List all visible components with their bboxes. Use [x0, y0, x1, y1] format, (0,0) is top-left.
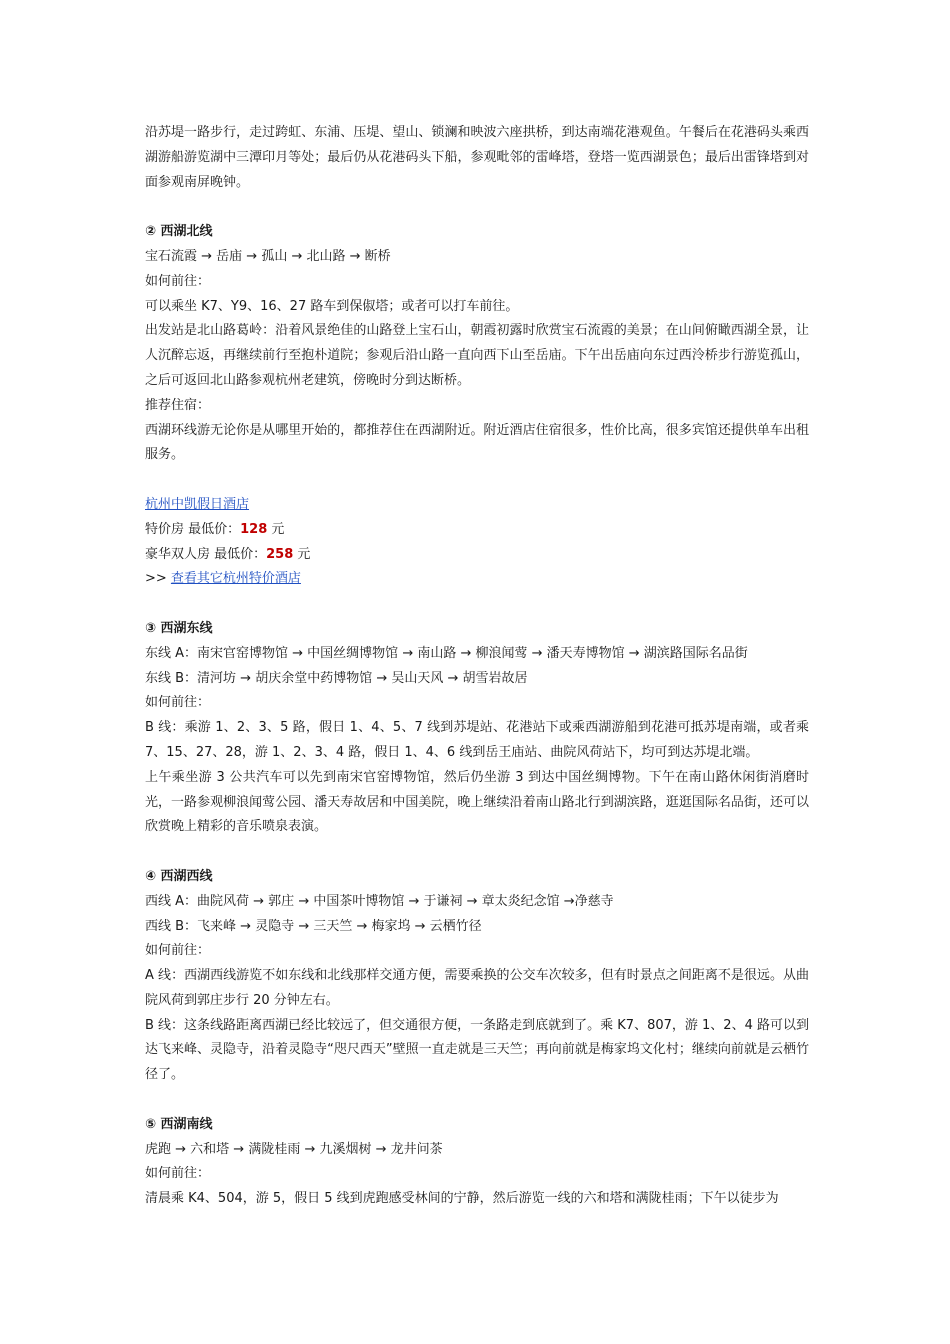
- room-2-unit: 元: [293, 546, 311, 562]
- room-2-price: 258: [266, 546, 294, 562]
- south-description: 清晨乘 K4、504，游 5，假日 5 线到虎跑感受林间的宁静，然后游览一线的六和塔和满陇桂雨；下午以徒步为: [145, 1191, 779, 1207]
- intro-paragraph: 沿苏堤一路步行，走过跨虹、东浦、压堤、望山、锁澜和映波六座拱桥，到达南端花港观鱼。午餐后在花港码头乘西湖游船游览湖中三潭印月等处；最后仍从花港码头下船，参观毗邻的雷峰塔，登塔一览西湖景色；最后出雷锋塔到对面参观南屏晚钟。: [145, 125, 809, 190]
- north-howto-label: 如何前往：: [145, 273, 211, 289]
- north-stay-text: 西湖环线游无论你是从哪里开始的，都推荐住在西湖附近。附近酒店住宿很多，性价比高，很多宾馆还提供单车出租服务。: [145, 422, 809, 463]
- spacer: [145, 592, 809, 617]
- west-line-heading: ④ 西湖西线: [145, 868, 213, 884]
- west-route-b: 西线 B：飞来峰 → 灵隐寺 → 三天竺 → 梅家坞 → 云栖竹径: [145, 918, 482, 934]
- south-howto-label: 如何前往：: [145, 1166, 211, 1182]
- hotel-room-1: [145, 518, 809, 543]
- hotel-block: [145, 493, 809, 518]
- more-hotels-prefix: >>: [145, 571, 171, 587]
- room-1-unit: 元: [267, 521, 285, 537]
- spacer: [145, 840, 809, 865]
- east-howto-label: 如何前往：: [145, 695, 211, 711]
- document-page: [145, 121, 809, 1212]
- south-line-heading: ⑤ 西湖南线: [145, 1116, 213, 1132]
- east-route-a: 东线 A：南宋官窑博物馆 → 中国丝绸博物馆 → 南山路 → 柳浪闻莺 → 潘天寿博物馆 → 湖滨路国际名品街: [145, 645, 748, 661]
- west-b-text: B 线：这条线路距离西湖已经比较远了，但交通很方便，一条路走到底就到了。乘 K7、807，游 1、2、4 路可以到达飞来峰、灵隐寺，沿着灵隐寺“咫尺西天”壁照一直走就是三天竺；再向前就是梅家坞文化村；继续向前就是云栖竹径了。: [145, 1017, 809, 1083]
- north-line-heading: ② 西湖北线: [145, 224, 213, 240]
- spacer: [145, 468, 809, 493]
- west-route-a: 西线 A：曲院风荷 → 郭庄 → 中国茶叶博物馆 → 于谦祠 → 章太炎纪念馆 →净慈寺: [145, 893, 614, 909]
- east-line-heading: ③ 西湖东线: [145, 620, 213, 636]
- north-stay-label: 推荐住宿：: [145, 397, 211, 413]
- more-hotels: [145, 567, 809, 592]
- hotel-room-2: [145, 543, 809, 568]
- hotel-name-link[interactable]: 杭州中凯假日酒店: [145, 496, 250, 512]
- west-howto-label: 如何前往：: [145, 943, 211, 959]
- room-1-price: 128: [240, 521, 268, 537]
- west-a-text: A 线：西湖西线游览不如东线和北线那样交通方便，需要乘换的公交车次较多，但有时景点之间距离不是很远。从曲院风荷到郭庄步行 20 分钟左右。: [145, 968, 809, 1008]
- north-description: 出发站是北山路葛岭：沿着风景绝佳的山路登上宝石山，朝霞初露时欣赏宝石流霞的美景；在山间俯瞰西湖全景，让人沉醉忘返，再继续前行至抱朴道院；参观后沿山路一直向西下山至岳庙。下午出岳庙向东过西泠桥步行游览孤山，之后可返回北山路参观杭州老建筑，傍晚时分到达断桥。: [145, 323, 809, 388]
- spacer: [145, 195, 809, 220]
- more-hotels-link[interactable]: 查看其它杭州特价酒店: [170, 571, 301, 587]
- east-route-b: 东线 B：清河坊 → 胡庆余堂中药博物馆 → 吴山天风 → 胡雪岩故居: [145, 670, 528, 686]
- south-line-route: 虎跑 → 六和塔 → 满陇桂雨 → 九溪烟树 → 龙井问茶: [145, 1141, 443, 1157]
- east-howto-text: B 线：乘游 1、2、3、5 路，假日 1、4、5、7 线到苏堤站、花港站下或乘西湖游船到花港可抵苏堤南端，或者乘 7、15、27、28，游 1、2、3、4 路，假日 1、4、6 线到岳王庙站、曲院风荷站下，均可到达苏堤北端。: [145, 720, 809, 760]
- north-line-route: 宝石流霞 → 岳庙 → 孤山 → 北山路 → 断桥: [145, 248, 391, 264]
- spacer: [145, 1088, 809, 1113]
- north-howto-text: 可以乘坐 K7、Y9、16、27 路车到保俶塔；或者可以打车前往。: [145, 298, 519, 314]
- east-description: 上午乘坐游 3 公共汽车可以先到南宋官窑博物馆，然后仍坐游 3 到达中国丝绸博物。下午在南山路休闲街消磨时光，一路参观柳浪闻莺公园、潘天寿故居和中国美院，晚上继续沿着南山路北行到湖滨路，逛逛国际名品街，还可以欣赏晚上精彩的音乐喷泉表演。: [145, 769, 809, 835]
- room-1-label: 特价房 最低价：: [145, 521, 241, 537]
- room-2-label: 豪华双人房 最低价：: [145, 546, 267, 562]
